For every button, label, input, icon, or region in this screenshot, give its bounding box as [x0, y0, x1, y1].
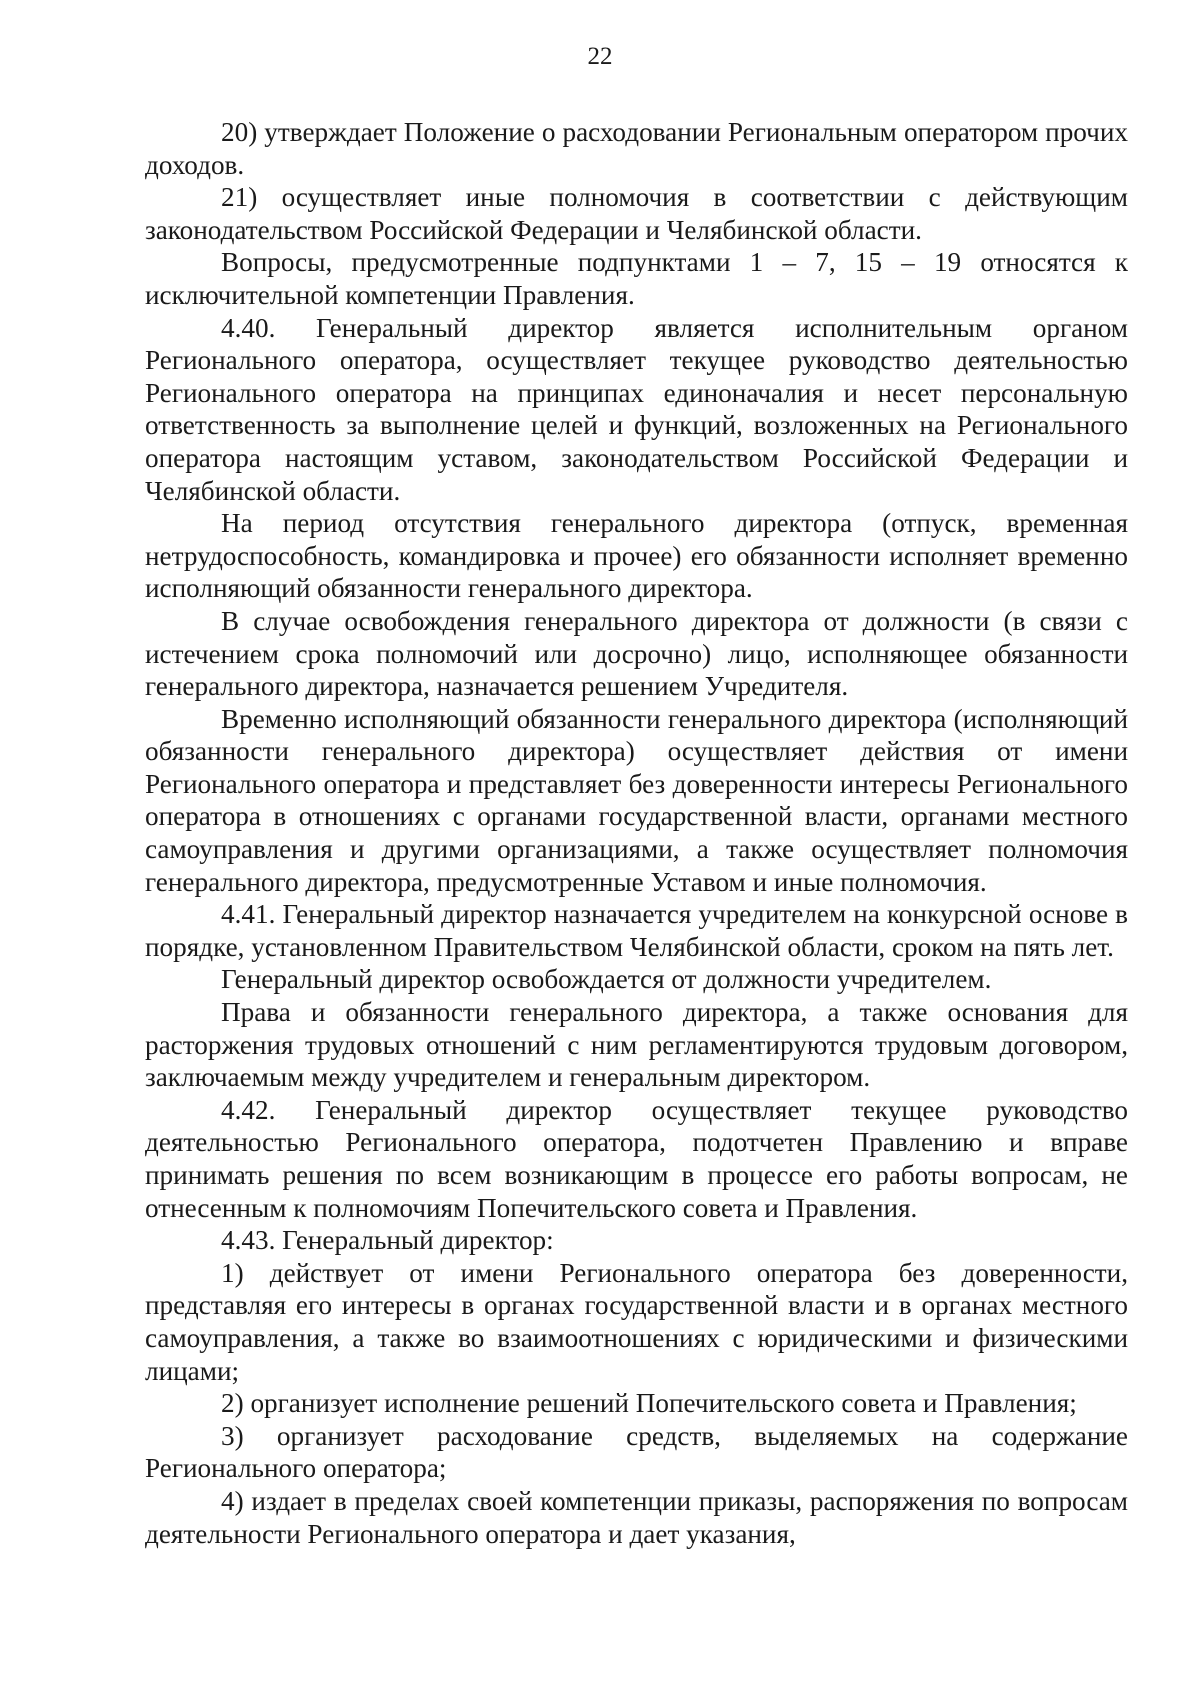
paragraph-list-item-1: 1) действует от имени Регионального оператора без доверенности, представляя его интересы в органах государственной власти и в органах местного самоуправления, а также во взаимоотношениях с юридическими и физическими лицами;: [145, 1257, 1128, 1386]
paragraph-4-40: 4.40. Генеральный директор является исполнительным органом Регионального оператора, осуществляет текущее руководство деятельностью Регионального оператора на принципах единоначалия и несет персональную ответственность за выполнение целей и функций, возложенных на Регионального оператора настоящим уставом, законодательством Российской Федерации и Челябинской области.: [145, 312, 1128, 506]
paragraph-acting-director: Временно исполняющий обязанности генерального директора (исполняющий обязанности генерального директора) осуществляет действия от имени Регионального оператора и представляет без доверенности интересы Регионального оператора в отношениях с органами государственной власти, органами местного самоуправления и другими организациями, а также осуществляет полномочия генерального директора, предусмотренные Уставом и иные полномочия.: [145, 703, 1128, 897]
paragraph-list-item-4: 4) издает в пределах своей компетенции приказы, распоряжения по вопросам деятельности Регионального оператора и дает указания,: [145, 1485, 1128, 1549]
document-body: [145, 116, 1128, 1550]
paragraph-4-42: 4.42. Генеральный директор осуществляет текущее руководство деятельностью Регионального оператора, подотчетен Правлению и вправе принимать решения по всем возникающим в процессе его работы вопросам, не отнесенным к полномочиям Попечительского совета и Правления.: [145, 1094, 1128, 1223]
paragraph-item-20: 20) утверждает Положение о расходовании Региональным оператором прочих доходов.: [145, 117, 1128, 180]
paragraph-dismissal: Генеральный директор освобождается от должности учредителем.: [221, 964, 992, 995]
paragraph-list-item-3: 3) организует расходование средств, выделяемых на содержание Регионального оператора;: [145, 1420, 1128, 1484]
page-number: 22: [587, 43, 613, 70]
paragraph-4-41: 4.41. Генеральный директор назначается учредителем на конкурсной основе в порядке, установленном Правительством Челябинской области, сроком на пять лет.: [145, 899, 1128, 962]
paragraph-item-21: 21) осуществляет иные полномочия в соответствии с действующим законодательством Российской Федерации и Челябинской области.: [145, 182, 1128, 245]
paragraph-rights-duties: Права и обязанности генерального директора, а также основания для расторжения трудовых отношений с ним регламентируются трудовым договором, заключаемым между учредителем и генеральным директором.: [145, 997, 1128, 1093]
paragraph-list-item-2: 2) организует исполнение решений Попечительского совета и Правления;: [221, 1388, 1077, 1419]
paragraph-4-43: 4.43. Генеральный директор:: [221, 1225, 554, 1256]
paragraph-exclusive-competence: Вопросы, предусмотренные подпунктами 1 – 7, 15 – 19 относятся к исключительной компетенции Правления.: [145, 247, 1128, 310]
paragraph-release-from-office: В случае освобождения генерального директора от должности (в связи с истечением срока полномочий или досрочно) лицо, исполняющее обязанности генерального директора, назначается решением Учредителя.: [145, 605, 1128, 702]
paragraph-absence-period: На период отсутствия генерального директора (отпуск, временная нетрудоспособность, командировка и прочее) его обязанности исполняет временно исполняющий обязанности генерального директора.: [145, 508, 1128, 604]
